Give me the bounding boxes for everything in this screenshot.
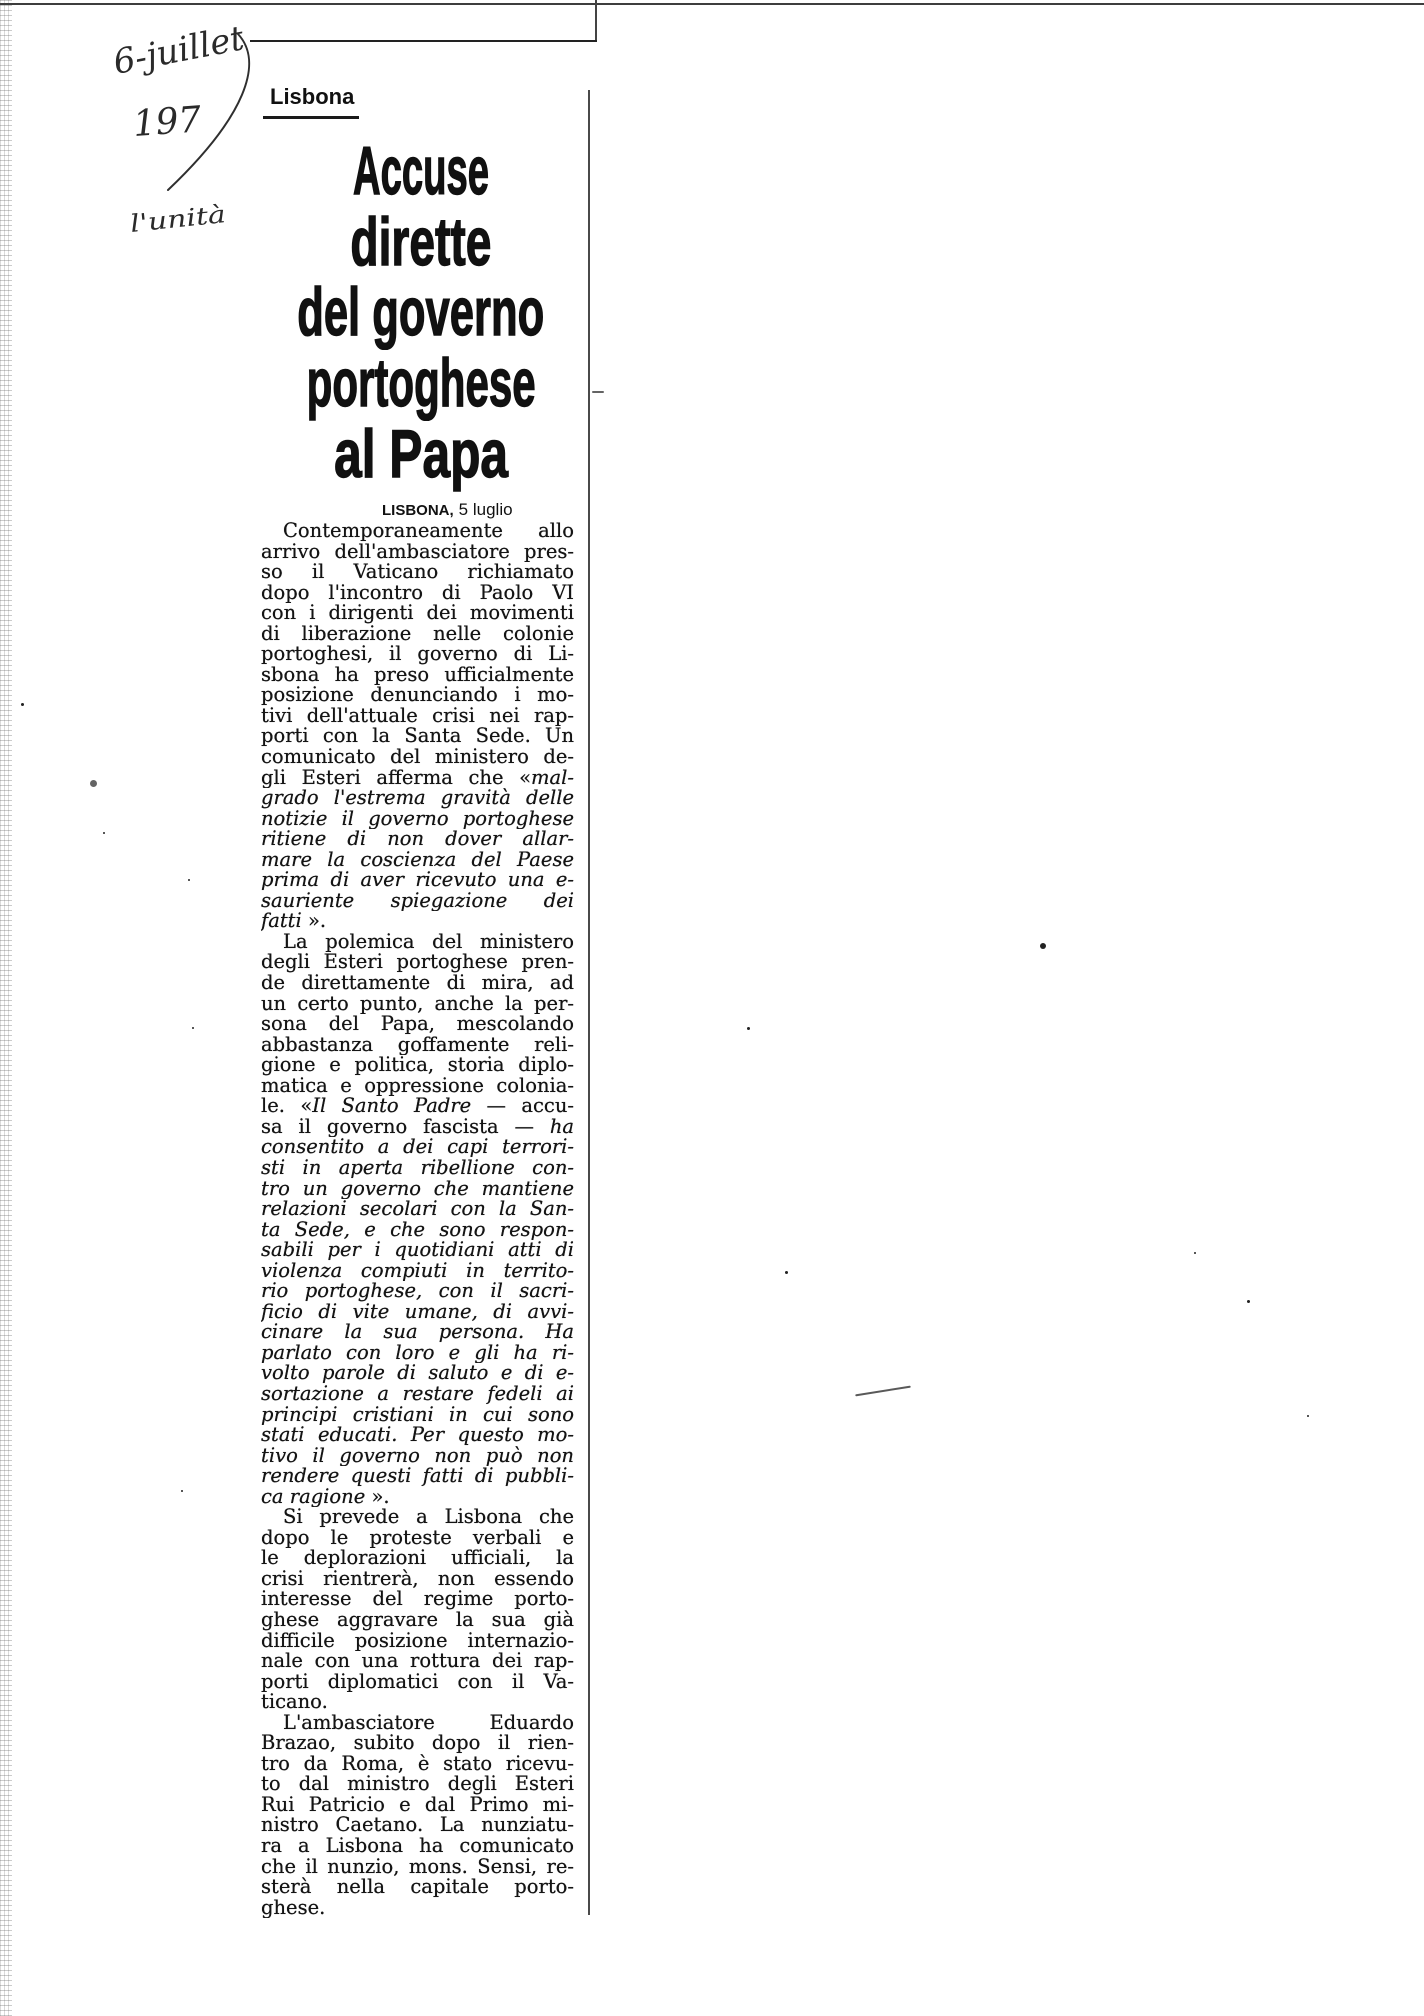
body-text: sa il governo fascista — bbox=[261, 1116, 550, 1138]
article-paragraph bbox=[261, 932, 574, 1507]
body-text: so il Vaticano richiamato bbox=[261, 562, 574, 583]
body-line bbox=[261, 726, 574, 747]
body-text: le. « bbox=[261, 1096, 313, 1117]
body-line bbox=[261, 1117, 574, 1138]
body-line bbox=[261, 1795, 574, 1816]
body-line bbox=[261, 542, 574, 563]
body-text: porti diplomatici con il Va- bbox=[261, 1671, 574, 1693]
body-line bbox=[261, 1220, 574, 1241]
body-text: Brazao, subito dopo il rien- bbox=[261, 1733, 574, 1754]
body-text: matica e oppressione colonia- bbox=[261, 1075, 574, 1097]
headline-text: dirette bbox=[350, 203, 492, 280]
body-line bbox=[261, 1405, 574, 1426]
body-text: difficile posizione internazio- bbox=[261, 1630, 574, 1652]
body-text-italic: mal- bbox=[531, 767, 574, 789]
handwritten-source: l'unità bbox=[128, 202, 209, 238]
body-text-italic: sti in aperta ribellione con- bbox=[261, 1157, 574, 1179]
article-paragraph bbox=[261, 521, 574, 932]
headline-line bbox=[221, 203, 621, 280]
scan-speck bbox=[90, 780, 97, 787]
body-text: portoghesi, il governo di Li- bbox=[261, 644, 574, 665]
body-text: tro da Roma, è stato ricevu- bbox=[261, 1753, 574, 1775]
scan-speck bbox=[1194, 1252, 1196, 1254]
body-line bbox=[261, 1179, 574, 1200]
body-line bbox=[261, 521, 574, 542]
scan-speck bbox=[855, 1386, 911, 1397]
scan-speck bbox=[785, 1271, 788, 1274]
article-paragraph bbox=[261, 1507, 574, 1712]
handwritten-year: 197 bbox=[131, 99, 204, 145]
body-text: tivi dell'attuale crisi nei rap- bbox=[261, 705, 574, 727]
body-text: La polemica del ministero bbox=[283, 931, 574, 953]
body-text: di liberazione nelle colonie bbox=[261, 623, 574, 645]
body-line bbox=[261, 1631, 574, 1652]
body-line bbox=[261, 747, 574, 768]
body-text: che il nunzio, mons. Sensi, re- bbox=[261, 1856, 574, 1878]
body-text: degli Esteri portoghese pren- bbox=[261, 952, 574, 974]
scan-speck bbox=[747, 1027, 750, 1030]
body-text: comunicato del ministero de- bbox=[261, 747, 574, 768]
scan-edge bbox=[0, 0, 12, 2016]
body-line bbox=[261, 1651, 574, 1672]
body-text-italic: mare la coscienza del Paese bbox=[261, 849, 574, 871]
body-line bbox=[261, 1343, 574, 1364]
body-line bbox=[261, 1446, 574, 1467]
dateline-date: 5 luglio bbox=[458, 500, 513, 519]
body-text-italic: stati educati. Per questo mo- bbox=[261, 1425, 574, 1446]
scan-speck bbox=[188, 879, 190, 881]
body-text-italic: rio portoghese, con il sacri- bbox=[261, 1281, 574, 1302]
body-text-italic: ha bbox=[549, 1116, 574, 1138]
body-line bbox=[261, 1466, 574, 1487]
body-text: dopo l'incontro di Paolo VI bbox=[261, 582, 574, 604]
headline-line bbox=[221, 345, 621, 422]
body-text-italic: consentito a dei capi terrori- bbox=[261, 1137, 574, 1158]
body-line bbox=[261, 911, 574, 932]
body-text: nistro Caetano. La nunziatu- bbox=[261, 1815, 574, 1836]
body-text: ». bbox=[301, 911, 327, 932]
headline-line bbox=[221, 133, 621, 209]
body-line bbox=[261, 1836, 574, 1857]
body-text: sterà nella capitale porto- bbox=[261, 1877, 574, 1898]
body-text: interesse del regime porto- bbox=[261, 1589, 574, 1610]
body-line bbox=[261, 891, 574, 912]
body-text-italic: volto parole di saluto e di e- bbox=[261, 1363, 574, 1384]
body-text: ghese aggravare la sua già bbox=[261, 1609, 574, 1631]
headline bbox=[221, 133, 621, 492]
body-text: ». bbox=[365, 1486, 390, 1508]
top-rule bbox=[250, 40, 597, 42]
scan-speck bbox=[103, 832, 105, 834]
body-text-italic: prima di aver ricevuto una e- bbox=[261, 870, 574, 891]
body-line bbox=[261, 1713, 574, 1734]
body-line bbox=[261, 1363, 574, 1384]
body-line bbox=[261, 973, 574, 994]
body-text: to dal ministro degli Esteri bbox=[261, 1774, 574, 1795]
body-line bbox=[261, 562, 574, 583]
section-label: Lisbona bbox=[270, 84, 355, 109]
body-line bbox=[261, 1610, 574, 1631]
body-text: con i dirigenti dei movimenti bbox=[261, 603, 574, 624]
body-text: arrivo dell'ambasciatore pres- bbox=[261, 541, 574, 563]
body-text: ghese. bbox=[261, 1897, 326, 1919]
scan-speck bbox=[181, 1490, 183, 1492]
body-text-italic: ficio di vite umane, di avvi- bbox=[261, 1301, 574, 1323]
body-line bbox=[261, 1158, 574, 1179]
scan-speck bbox=[21, 703, 24, 706]
body-line bbox=[261, 685, 574, 706]
body-text: ticano. bbox=[261, 1692, 328, 1713]
headline-text: al Papa bbox=[333, 415, 508, 492]
body-line bbox=[261, 1076, 574, 1097]
body-text: dopo le proteste verbali e bbox=[261, 1527, 574, 1549]
body-text: posizione denunciando i mo- bbox=[261, 685, 574, 706]
body-text: Rui Patricio e dal Primo mi- bbox=[261, 1794, 574, 1816]
body-text: ra a Lisbona ha comunicato bbox=[261, 1836, 574, 1857]
body-text-italic: notizie il governo portoghese bbox=[261, 808, 574, 830]
body-text: abbastanza goffamente reli- bbox=[261, 1034, 574, 1056]
scan-speck bbox=[1247, 1300, 1250, 1303]
body-line bbox=[261, 1692, 574, 1713]
body-text: — accu- bbox=[471, 1096, 574, 1117]
body-text: un certo punto, anche la per- bbox=[261, 993, 574, 1015]
body-text: gione e politica, storia diplo- bbox=[261, 1055, 574, 1076]
body-line bbox=[261, 644, 574, 665]
body-line bbox=[261, 932, 574, 953]
body-text-italic: tivo il governo non può non bbox=[261, 1445, 574, 1467]
body-line bbox=[261, 706, 574, 727]
body-text: de direttamente di mira, ad bbox=[261, 973, 574, 994]
body-line bbox=[261, 952, 574, 973]
body-line bbox=[261, 665, 574, 686]
body-text: Si prevede a Lisbona che bbox=[283, 1507, 574, 1528]
body-line bbox=[261, 809, 574, 830]
body-line bbox=[261, 768, 574, 789]
body-line bbox=[261, 1507, 574, 1528]
body-line bbox=[261, 788, 574, 809]
body-text-italic: tro un governo che mantiene bbox=[261, 1178, 574, 1200]
scan-speck bbox=[1307, 1415, 1309, 1417]
body-line bbox=[261, 870, 574, 891]
body-line bbox=[261, 994, 574, 1015]
dateline-place: LISBONA, bbox=[382, 502, 454, 519]
body-line bbox=[261, 1384, 574, 1405]
body-line bbox=[261, 1733, 574, 1754]
headline-line bbox=[221, 274, 621, 351]
body-line bbox=[261, 1096, 574, 1117]
body-line bbox=[261, 1774, 574, 1795]
body-text: sona del Papa, mescolando bbox=[261, 1014, 574, 1035]
body-text-italic: rendere questi fatti di pubbli- bbox=[261, 1466, 574, 1487]
handwritten-date: 6-juillet bbox=[110, 18, 248, 83]
body-line bbox=[261, 1569, 574, 1590]
body-line bbox=[261, 1857, 574, 1878]
article-paragraph bbox=[261, 1713, 574, 1918]
dateline bbox=[382, 500, 513, 521]
body-text: le deplorazioni ufficiali, la bbox=[261, 1548, 574, 1569]
body-line bbox=[261, 1014, 574, 1035]
body-text-italic: relazioni secolari con la San- bbox=[261, 1199, 574, 1220]
headline-line bbox=[221, 415, 621, 492]
body-line bbox=[261, 603, 574, 624]
body-line bbox=[261, 1302, 574, 1323]
body-text: L'ambasciatore Eduardo bbox=[283, 1712, 574, 1734]
body-text: porti con la Santa Sede. Un bbox=[261, 726, 574, 748]
body-text-italic: parlato con loro e gli ha ri- bbox=[261, 1342, 574, 1364]
scan-speck bbox=[192, 1027, 194, 1029]
clip-edge bbox=[595, 0, 597, 42]
body-text-italic: cinare la sua persona. Ha bbox=[261, 1322, 574, 1343]
body-text-italic: sabili per i quotidiani atti di bbox=[261, 1240, 574, 1261]
body-text-italic: ca ragione bbox=[261, 1486, 366, 1508]
body-line bbox=[261, 1589, 574, 1610]
body-line bbox=[261, 1754, 574, 1775]
body-line bbox=[261, 1261, 574, 1282]
body-text-italic: fatti bbox=[261, 911, 302, 932]
body-text-italic: ta Sede, e che sono respon- bbox=[261, 1219, 574, 1241]
body-text: nale con una rottura dei rap- bbox=[261, 1651, 574, 1672]
headline-text: Accuse bbox=[352, 133, 489, 209]
body-text-italic: sauriente spiegazione dei bbox=[261, 890, 574, 912]
body-line bbox=[261, 1281, 574, 1302]
body-line bbox=[261, 1672, 574, 1693]
body-text: crisi rientrerà, non essendo bbox=[261, 1568, 574, 1590]
body-line bbox=[261, 1898, 574, 1919]
body-line bbox=[261, 1055, 574, 1076]
body-line bbox=[261, 829, 574, 850]
body-line bbox=[261, 1137, 574, 1158]
body-text: Contemporaneamente allo bbox=[283, 521, 574, 542]
body-line bbox=[261, 624, 574, 645]
body-line bbox=[261, 583, 574, 604]
body-text-italic: sortazione a restare fedeli ai bbox=[261, 1383, 574, 1405]
body-line bbox=[261, 1240, 574, 1261]
body-line bbox=[261, 1199, 574, 1220]
body-line bbox=[261, 1035, 574, 1056]
section-underline bbox=[263, 116, 359, 119]
scan-speck bbox=[1040, 943, 1046, 949]
body-text: gli Esteri afferma che « bbox=[261, 767, 532, 789]
article-body bbox=[261, 521, 574, 1918]
body-text-italic: Il Santo Padre bbox=[312, 1096, 472, 1117]
body-line bbox=[261, 1815, 574, 1836]
body-line bbox=[261, 1487, 574, 1508]
body-line bbox=[261, 1877, 574, 1898]
headline-text: del governo bbox=[297, 274, 545, 351]
body-text: sbona ha preso ufficialmente bbox=[261, 664, 574, 686]
headline-text: portoghese bbox=[306, 345, 536, 422]
body-text-italic: principi cristiani in cui sono bbox=[261, 1404, 574, 1426]
body-line bbox=[261, 1322, 574, 1343]
body-line bbox=[261, 1528, 574, 1549]
body-text-italic: ritiene di non dover allar- bbox=[261, 829, 574, 850]
body-line bbox=[261, 1548, 574, 1569]
body-line bbox=[261, 1425, 574, 1446]
body-text-italic: grado l'estrema gravità delle bbox=[261, 788, 574, 809]
body-text-italic: violenza compiuti in territo- bbox=[261, 1260, 574, 1282]
body-line bbox=[261, 850, 574, 871]
